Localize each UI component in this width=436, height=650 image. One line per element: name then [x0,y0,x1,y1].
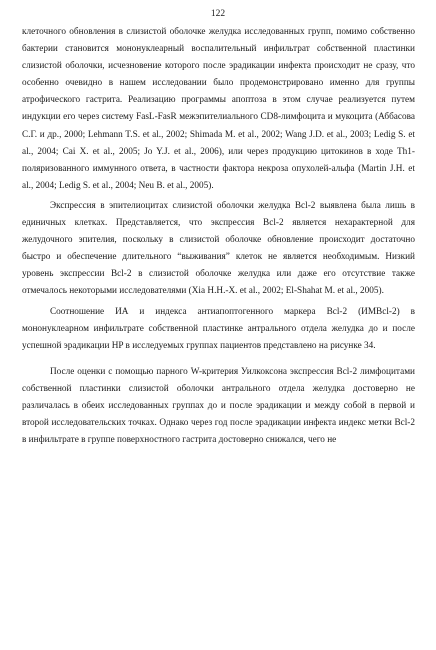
body-text [22,24,415,449]
page-number: 122 [210,9,226,19]
paragraph-wilcoxon: После оценки с помощью парного W-критерия Уилкоксона экспрессия Bcl-2 лимфоцитами собственной пластинки слизистой оболочки антрального отдела желудка достоверно не различалась в обеих исследованных группах до и после эрадикации и между собой в первой и второй исследовательских точках. Однако через год после эрадикации инфекта индекс метки Bcl-2 в инфильтрате в группе поверхностного гастрита достоверно снижался, чего не [22,366,415,446]
paragraph-continuation: клеточного обновления в слизистой оболочке желудка исследованных групп, помимо собственно бактерии становится мононуклеарный воспалительный инфильтрат собственной пластинки слизистой оболочки, исчезновение которого после эрадикации инфекта происходит не сразу, что особенно очевидно в нашем исследовании было продемонстрировано именно для группы атрофического гастрита. Реализацию программы апоптоза в этом случае реализуется путем индукции его через систему FasL-FasR межэпителиального CD8-лимфоцита и мукоцита (Аббасова С.Г. и др., 2000; Lehmann T.S. et al., 2002; Shimada M. et al., 2002; Wang J.D. et al., 2003; Ledig S. et al., 2004; Cai X. et al., 2005; Jo Y.J. et al., 2006), или через продукцию цитокинов в ходе Th1-поляризованного иммунного ответа, в частности фактора некроза опухолей-альфа (Martin J.H. et al., 2004; Ledig S. et al., 2004; Neu B. et al., 2005). [22,27,415,191]
paragraph-bcl2-epithelium: Экспрессия в эпителиоцитах слизистой оболочки желудка Bcl-2 выявлена была лишь в единичных клетках. Представляется, что экспрессия Bcl-2 является нехарактерной для желудочного эпителия, поскольку в слизистой оболочке обновление происходит достаточно быстро и обеспечение длительного “выживания” клеток не является необходимым. Низкий уровень экспрессии Bcl-2 в слизистой оболочке желудка или даже его отсутствие также отмечалось некоторыми исследователями (Xia H.H.-X. et al., 2002; El-Shahat M. et al., 2005). [22,200,415,297]
paragraph-ratio-figure: Соотношение ИА и индекса антиапоптогенного маркера Bcl-2 (ИМBcl-2) в мононуклеарном инфильтрате собственной пластинке антрального отдела желудка до и после успешной эрадикации HP в исследуемых группах пациентов представлено на рисунке 34. [22,306,415,351]
